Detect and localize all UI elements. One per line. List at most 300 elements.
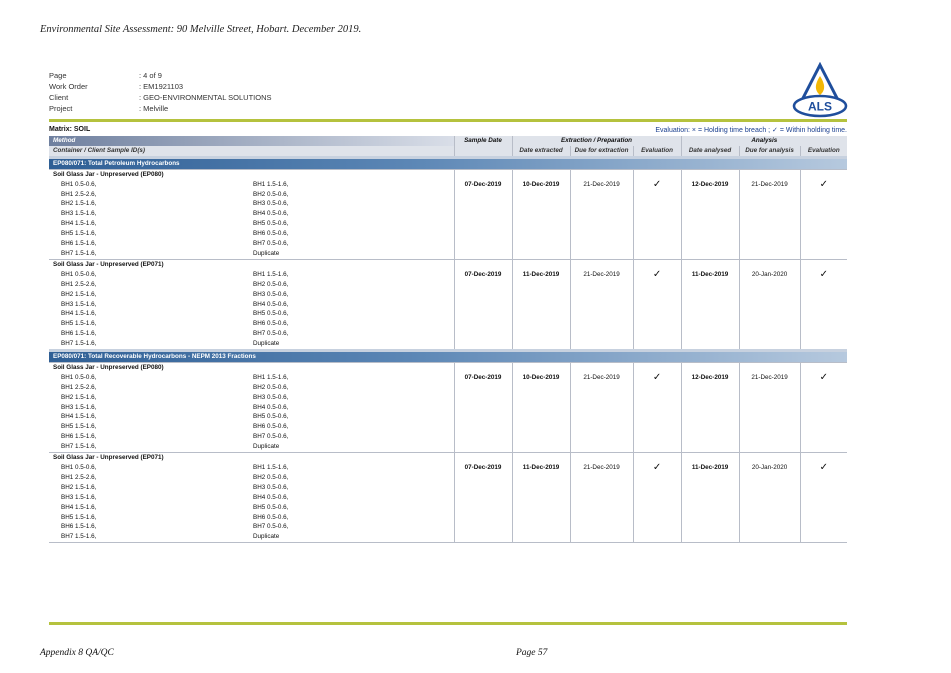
sample-id: BH4 1.5-1.6, — [61, 220, 97, 228]
empty-cell — [800, 362, 847, 372]
empty-cell — [633, 442, 681, 452]
empty-cell — [739, 473, 800, 483]
empty-cell — [512, 493, 570, 503]
container-group-row — [49, 259, 847, 269]
header-divider — [49, 119, 847, 122]
empty-cell — [800, 259, 847, 269]
empty-cell — [739, 190, 800, 200]
check-icon: ✓ — [800, 373, 847, 383]
empty-cell — [633, 383, 681, 393]
table-row — [49, 199, 847, 209]
sample-id: BH1 1.5-1.6, — [253, 270, 289, 278]
due-for-extraction: 21-Dec-2019 — [570, 270, 633, 280]
empty-cell — [681, 169, 739, 179]
empty-cell — [633, 209, 681, 219]
sample-id: BH6 1.5-1.6, — [61, 523, 97, 531]
method-section-title: EP080/071: Total Petroleum Hydrocarbons — [49, 157, 847, 169]
empty-cell — [570, 393, 633, 403]
empty-cell — [570, 493, 633, 503]
empty-cell — [800, 229, 847, 239]
sample-id: BH3 0.5-0.6, — [253, 483, 289, 491]
sample-id: Duplicate — [253, 340, 280, 348]
sample-id: BH2 0.5-0.6, — [253, 473, 289, 481]
empty-cell — [739, 513, 800, 523]
sample-id: BH5 1.5-1.6, — [61, 320, 97, 328]
empty-cell — [739, 309, 800, 319]
empty-cell — [512, 290, 570, 300]
table-row — [49, 373, 847, 383]
empty-cell — [681, 249, 739, 259]
empty-cell — [454, 532, 512, 542]
sample-date: 07-Dec-2019 — [454, 463, 512, 473]
empty-cell — [633, 219, 681, 229]
empty-cell — [681, 290, 739, 300]
sample-id: BH6 0.5-0.6, — [253, 513, 289, 521]
empty-cell — [570, 532, 633, 542]
sample-id: BH3 1.5-1.6, — [61, 300, 97, 308]
empty-cell — [454, 259, 512, 269]
empty-cell — [739, 209, 800, 219]
container-group-row — [49, 169, 847, 179]
evaluation-legend: Evaluation: × = Holding time breach ; ✓ = Within holding time. — [655, 127, 847, 134]
sample-id: BH3 1.5-1.6, — [61, 210, 97, 218]
empty-cell — [570, 319, 633, 329]
empty-cell — [633, 300, 681, 310]
empty-cell — [800, 473, 847, 483]
evaluation2-header: Evaluation — [800, 146, 847, 157]
matrix-label: Matrix: SOIL — [49, 126, 91, 133]
footer-appendix: Appendix 8 QA/QC — [40, 648, 114, 658]
empty-cell — [800, 403, 847, 413]
empty-cell — [681, 259, 739, 269]
empty-cell — [454, 190, 512, 200]
empty-cell — [800, 209, 847, 219]
empty-cell — [454, 453, 512, 463]
empty-cell — [570, 362, 633, 372]
table-row — [49, 473, 847, 483]
evaluation-header: Evaluation — [633, 146, 681, 157]
empty-cell — [681, 309, 739, 319]
empty-cell — [800, 483, 847, 493]
empty-cell — [570, 229, 633, 239]
empty-cell — [570, 432, 633, 442]
empty-cell — [512, 199, 570, 209]
empty-cell — [633, 453, 681, 463]
container-group-row — [49, 453, 847, 463]
footer-page-number: Page 57 — [516, 648, 548, 658]
empty-cell — [570, 329, 633, 339]
empty-cell — [739, 239, 800, 249]
sample-id: BH6 0.5-0.6, — [253, 320, 289, 328]
empty-cell — [454, 362, 512, 372]
empty-cell — [739, 319, 800, 329]
empty-cell — [633, 309, 681, 319]
sample-id: Duplicate — [253, 443, 280, 451]
empty-cell — [800, 513, 847, 523]
empty-cell — [681, 280, 739, 290]
empty-cell — [454, 280, 512, 290]
empty-cell — [633, 503, 681, 513]
sample-id: BH1 2.5-2.6, — [61, 280, 97, 288]
empty-cell — [681, 422, 739, 432]
sample-id: BH2 0.5-0.6, — [253, 280, 289, 288]
empty-cell — [512, 209, 570, 219]
empty-cell — [570, 169, 633, 179]
empty-cell — [570, 309, 633, 319]
sample-id: BH1 2.5-2.6, — [61, 383, 97, 391]
table-row — [49, 270, 847, 280]
empty-cell — [570, 280, 633, 290]
empty-cell — [633, 169, 681, 179]
empty-cell — [739, 219, 800, 229]
empty-cell — [633, 339, 681, 350]
sample-id: BH7 0.5-0.6, — [253, 330, 289, 338]
empty-cell — [800, 249, 847, 259]
empty-cell — [633, 290, 681, 300]
footer-divider — [49, 622, 847, 625]
empty-cell — [512, 239, 570, 249]
due-for-extraction: 21-Dec-2019 — [570, 180, 633, 190]
empty-cell — [681, 483, 739, 493]
empty-cell — [739, 453, 800, 463]
empty-cell — [570, 483, 633, 493]
empty-cell — [739, 493, 800, 503]
empty-cell — [739, 383, 800, 393]
sample-id: BH6 1.5-1.6, — [61, 433, 97, 441]
empty-cell — [800, 532, 847, 542]
empty-cell — [512, 442, 570, 452]
empty-cell — [739, 300, 800, 310]
empty-cell — [681, 329, 739, 339]
date-analysed-header: Date analysed — [681, 146, 739, 157]
sample-id: BH6 1.5-1.6, — [61, 330, 97, 338]
sample-id: BH7 1.5-1.6, — [61, 249, 97, 257]
empty-cell — [681, 393, 739, 403]
empty-cell — [800, 503, 847, 513]
empty-cell — [681, 190, 739, 200]
empty-cell — [454, 503, 512, 513]
empty-cell — [570, 473, 633, 483]
empty-cell — [739, 229, 800, 239]
empty-cell — [681, 412, 739, 422]
empty-cell — [512, 432, 570, 442]
empty-cell — [800, 280, 847, 290]
table-row — [49, 319, 847, 329]
due-for-extraction: 21-Dec-2019 — [570, 373, 633, 383]
empty-cell — [739, 393, 800, 403]
date-extracted: 10-Dec-2019 — [512, 180, 570, 190]
table-header-row-1 — [49, 136, 847, 146]
meta-value: : Melville — [139, 104, 169, 113]
empty-cell — [570, 442, 633, 452]
sample-id: BH7 1.5-1.6, — [49, 532, 249, 542]
method-section-row — [49, 351, 847, 363]
empty-cell — [570, 403, 633, 413]
empty-cell — [739, 532, 800, 542]
empty-cell — [570, 190, 633, 200]
table-row — [49, 300, 847, 310]
check-icon: ✓ — [633, 463, 681, 473]
sample-id: BH5 0.5-0.6, — [253, 220, 289, 228]
check-icon: ✓ — [800, 463, 847, 473]
sample-id: Duplicate — [253, 249, 280, 257]
empty-cell — [454, 432, 512, 442]
empty-cell — [454, 339, 512, 350]
sample-id: BH1 0.5-0.6, — [61, 270, 97, 278]
empty-cell — [681, 319, 739, 329]
empty-cell — [800, 319, 847, 329]
empty-cell — [739, 403, 800, 413]
empty-cell — [681, 199, 739, 209]
table-row — [49, 290, 847, 300]
empty-cell — [800, 290, 847, 300]
empty-cell — [633, 229, 681, 239]
empty-cell — [739, 442, 800, 452]
empty-cell — [633, 319, 681, 329]
table-row — [49, 229, 847, 239]
sample-id: BH3 1.5-1.6, — [61, 493, 97, 501]
empty-cell — [800, 190, 847, 200]
empty-cell — [570, 259, 633, 269]
report-meta — [49, 70, 272, 114]
empty-cell — [512, 483, 570, 493]
empty-cell — [454, 522, 512, 532]
table-row — [49, 239, 847, 249]
empty-cell — [800, 199, 847, 209]
due-extraction-header: Due for extraction — [570, 146, 633, 157]
table-row — [49, 422, 847, 432]
empty-cell — [570, 412, 633, 422]
empty-cell — [681, 339, 739, 350]
empty-cell — [570, 209, 633, 219]
meta-label: Project — [49, 104, 73, 113]
empty-cell — [800, 219, 847, 229]
sample-date: 07-Dec-2019 — [454, 373, 512, 383]
sample-id: BH2 1.5-1.6, — [61, 393, 97, 401]
empty-cell — [800, 239, 847, 249]
due-for-analysis: 20-Jan-2020 — [739, 463, 800, 473]
table-row — [49, 532, 847, 542]
empty-cell — [570, 339, 633, 350]
sample-id: BH1 2.5-2.6, — [61, 473, 97, 481]
holding-time-table — [49, 136, 847, 543]
empty-cell — [454, 329, 512, 339]
empty-cell — [739, 522, 800, 532]
empty-cell — [512, 393, 570, 403]
empty-cell — [454, 403, 512, 413]
empty-cell — [800, 522, 847, 532]
empty-cell — [512, 280, 570, 290]
empty-cell — [633, 513, 681, 523]
sample-id: BH4 0.5-0.6, — [253, 300, 289, 308]
empty-cell — [512, 259, 570, 269]
empty-cell — [681, 383, 739, 393]
empty-cell — [570, 513, 633, 523]
sample-id: BH6 1.5-1.6, — [61, 240, 97, 248]
empty-cell — [681, 229, 739, 239]
empty-cell — [633, 412, 681, 422]
sample-id: BH3 0.5-0.6, — [253, 200, 289, 208]
sample-id: BH7 1.5-1.6, — [61, 443, 97, 451]
empty-cell — [681, 513, 739, 523]
empty-cell — [681, 432, 739, 442]
empty-cell — [800, 169, 847, 179]
empty-cell — [512, 339, 570, 350]
empty-cell — [454, 290, 512, 300]
date-analysed: 12-Dec-2019 — [681, 373, 739, 383]
empty-cell — [633, 422, 681, 432]
sample-id: BH1 0.5-0.6, — [61, 373, 97, 381]
empty-cell — [512, 249, 570, 259]
empty-cell — [681, 362, 739, 372]
empty-cell — [570, 290, 633, 300]
empty-cell — [454, 513, 512, 523]
sample-id: BH1 1.5-1.6, — [253, 180, 289, 188]
empty-cell — [681, 442, 739, 452]
meta-row — [49, 103, 272, 114]
table-row — [49, 180, 847, 190]
empty-cell — [512, 169, 570, 179]
sample-id: BH4 0.5-0.6, — [253, 403, 289, 411]
sample-id: BH7 0.5-0.6, — [253, 240, 289, 248]
empty-cell — [739, 339, 800, 350]
table-row — [49, 432, 847, 442]
table-row — [49, 463, 847, 473]
date-extracted: 10-Dec-2019 — [512, 373, 570, 383]
empty-cell — [570, 300, 633, 310]
sample-id: Duplicate — [249, 532, 454, 542]
sample-id: BH3 0.5-0.6, — [253, 290, 289, 298]
sample-id: BH2 1.5-1.6, — [61, 483, 97, 491]
empty-cell — [681, 473, 739, 483]
empty-cell — [800, 493, 847, 503]
check-icon: ✓ — [633, 373, 681, 383]
date-extracted: 11-Dec-2019 — [512, 270, 570, 280]
empty-cell — [570, 239, 633, 249]
empty-cell — [454, 422, 512, 432]
empty-cell — [512, 453, 570, 463]
table-row — [49, 280, 847, 290]
meta-row — [49, 92, 272, 103]
empty-cell — [739, 329, 800, 339]
sample-id: BH7 0.5-0.6, — [253, 523, 289, 531]
empty-cell — [512, 329, 570, 339]
empty-cell — [739, 169, 800, 179]
empty-cell — [800, 393, 847, 403]
sample-id: BH3 0.5-0.6, — [253, 393, 289, 401]
table-row — [49, 403, 847, 413]
check-icon: ✓ — [633, 180, 681, 190]
sample-id: BH2 1.5-1.6, — [61, 290, 97, 298]
due-for-analysis: 21-Dec-2019 — [739, 180, 800, 190]
empty-cell — [454, 249, 512, 259]
table-row — [49, 513, 847, 523]
empty-cell — [800, 442, 847, 452]
table-row — [49, 329, 847, 339]
empty-cell — [739, 362, 800, 372]
sample-id: BH1 1.5-1.6, — [253, 373, 289, 381]
empty-cell — [512, 229, 570, 239]
empty-cell — [633, 403, 681, 413]
empty-cell — [570, 383, 633, 393]
table-row — [49, 493, 847, 503]
table-row — [49, 339, 847, 350]
method-section-row — [49, 157, 847, 169]
empty-cell — [681, 493, 739, 503]
flame-icon — [816, 76, 824, 95]
empty-cell — [633, 522, 681, 532]
empty-cell — [512, 190, 570, 200]
empty-cell — [454, 319, 512, 329]
empty-cell — [454, 493, 512, 503]
container-name: Soil Glass Jar - Unpreserved (EP080) — [49, 169, 454, 179]
table-row — [49, 190, 847, 200]
empty-cell — [454, 199, 512, 209]
sample-id: BH5 0.5-0.6, — [253, 413, 289, 421]
table-header-row-2 — [49, 146, 847, 157]
empty-cell — [454, 219, 512, 229]
sample-id: BH4 1.5-1.6, — [61, 413, 97, 421]
sample-id: BH5 0.5-0.6, — [253, 310, 289, 318]
empty-cell — [454, 412, 512, 422]
container-group-row — [49, 362, 847, 372]
sample-id: BH5 0.5-0.6, — [253, 503, 289, 511]
meta-value: : 4 of 9 — [139, 71, 162, 80]
empty-cell — [633, 393, 681, 403]
date-analysed: 12-Dec-2019 — [681, 180, 739, 190]
empty-cell — [512, 513, 570, 523]
empty-cell — [454, 209, 512, 219]
empty-cell — [512, 319, 570, 329]
meta-value: : GEO-ENVIRONMENTAL SOLUTIONS — [139, 93, 272, 102]
empty-cell — [570, 199, 633, 209]
empty-cell — [681, 300, 739, 310]
empty-cell — [570, 219, 633, 229]
empty-cell — [681, 239, 739, 249]
empty-cell — [512, 383, 570, 393]
empty-cell — [512, 473, 570, 483]
table-row — [49, 442, 847, 452]
empty-cell — [512, 219, 570, 229]
sample-id: BH4 1.5-1.6, — [61, 503, 97, 511]
meta-value: : EM1921103 — [139, 82, 184, 91]
sample-id: BH5 1.5-1.6, — [61, 513, 97, 521]
empty-cell — [454, 309, 512, 319]
empty-cell — [454, 239, 512, 249]
table-row — [49, 219, 847, 229]
sample-id: BH7 1.5-1.6, — [61, 340, 97, 348]
empty-cell — [633, 473, 681, 483]
empty-cell — [512, 532, 570, 542]
sample-id: BH2 0.5-0.6, — [253, 383, 289, 391]
meta-row — [49, 70, 272, 81]
empty-cell — [633, 249, 681, 259]
empty-cell — [512, 300, 570, 310]
date-analysed: 11-Dec-2019 — [681, 463, 739, 473]
empty-cell — [454, 483, 512, 493]
sample-id: BH4 0.5-0.6, — [253, 210, 289, 218]
sample-date: 07-Dec-2019 — [454, 270, 512, 280]
empty-cell — [800, 329, 847, 339]
due-for-analysis: 20-Jan-2020 — [739, 270, 800, 280]
empty-cell — [739, 432, 800, 442]
empty-cell — [800, 453, 847, 463]
logo-text: ALS — [808, 99, 832, 114]
meta-label: Page — [49, 71, 67, 80]
sample-id: BH1 1.5-1.6, — [253, 464, 289, 471]
empty-cell — [681, 403, 739, 413]
check-icon: ✓ — [633, 270, 681, 280]
